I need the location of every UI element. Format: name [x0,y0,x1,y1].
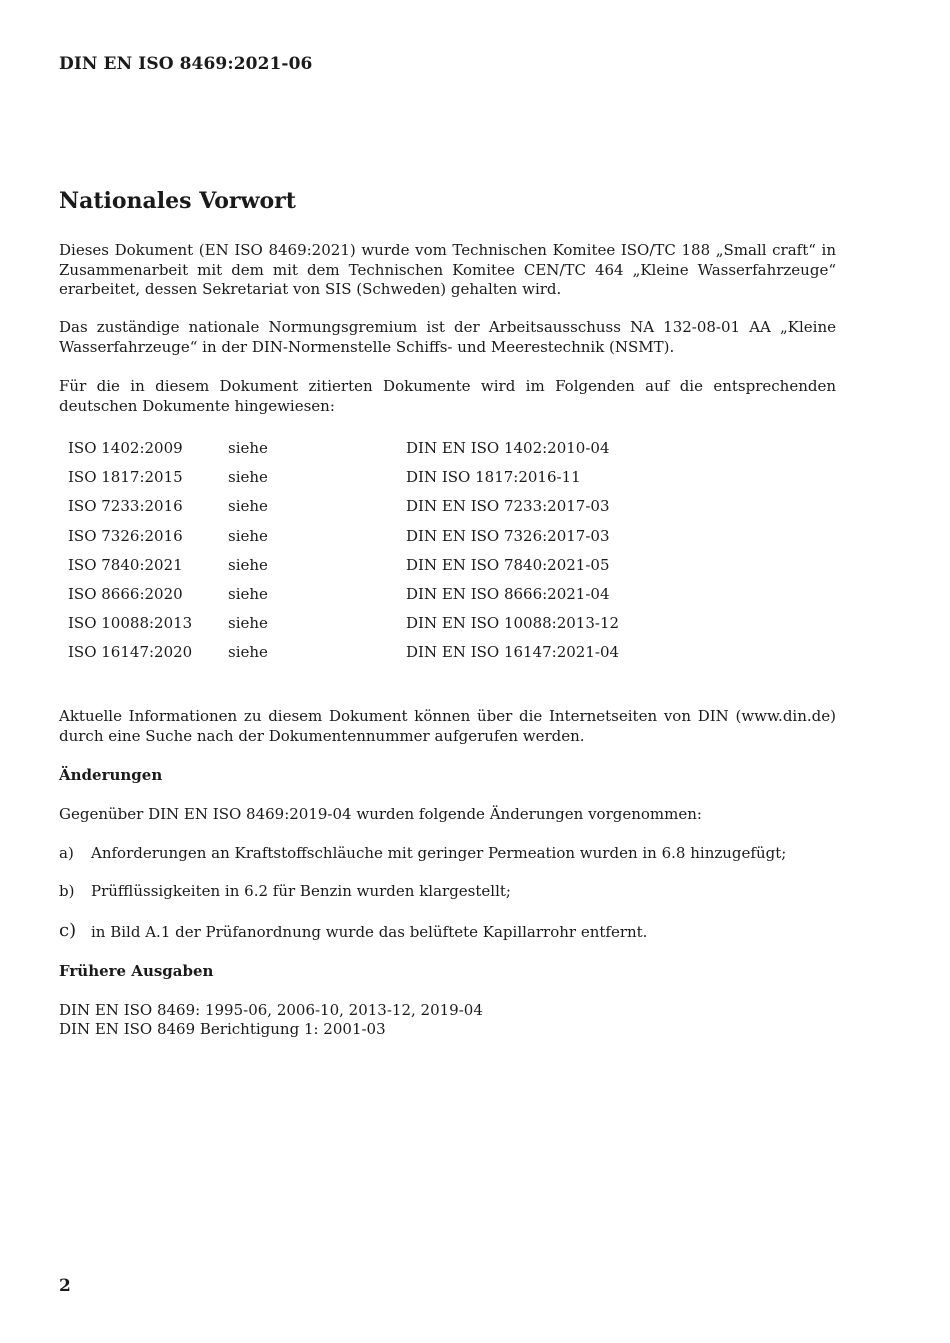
reference-row [68,556,768,585]
din-reference: DIN EN ISO 16147:2021-04 [406,643,620,662]
see-label: siehe [228,526,268,545]
see-label: siehe [228,497,268,516]
see-label: siehe [228,584,268,603]
din-reference: DIN EN ISO 7326:2017-03 [406,526,610,545]
iso-reference: ISO 1402:2009 [68,439,183,457]
iso-reference: ISO 7233:2016 [68,497,183,516]
paragraph-references-intro: Für die in diesem Dokument zitierten Dokumente wird im Folgenden auf die entsprechenden deutschen Dokumente hingewiesen: [59,377,836,415]
din-reference: DIN EN ISO 10088:2013-12 [406,614,620,633]
previous-edition-line: DIN EN ISO 8469: 1995-06, 2006-10, 2013-12, 2019-04 [59,1001,483,1019]
din-reference: DIN EN ISO 1402:2010-04 [406,439,610,457]
paragraph-committee: Das zuständige nationale Normungsgremium ist der Arbeitsausschuss NA 132-08-01 AA „Kleine Wasserfahrzeuge“ in der DIN-Normenstelle Schiffs- und Meerestechnik (NSMT). [59,318,836,356]
paragraph-online-info: Aktuelle Informationen zu diesem Dokument können über die Internetseiten von DIN (www.din.de) durch eine Suche nach der Dokumentennummer aufgerufen werden. [59,707,836,745]
iso-reference: ISO 7326:2016 [68,526,183,545]
reference-row [68,614,768,643]
iso-reference: ISO 7840:2021 [68,555,183,574]
changes-intro: Gegenüber DIN EN ISO 8469:2019-04 wurden folgende Änderungen vorgenommen: [59,805,702,823]
document-header: DIN EN ISO 8469:2021-06 [59,54,313,74]
reference-row [68,527,768,556]
iso-reference: ISO 10088:2013 [68,614,193,633]
changes-heading: Änderungen [59,766,163,784]
see-label: siehe [228,439,268,457]
list-item-text: Prüfflüssigkeiten in 6.2 für Benzin wurden klargestellt; [91,882,511,900]
reference-row [68,468,768,497]
list-marker: c) [59,920,77,941]
list-item-text: Anforderungen an Kraftstoffschläuche mit geringer Permeation wurden in 6.8 hinzugefügt; [91,844,787,862]
din-reference: DIN EN ISO 7233:2017-03 [406,497,610,516]
reference-row [68,497,768,526]
din-reference: DIN EN ISO 7840:2021-05 [406,555,610,574]
din-reference: DIN EN ISO 8666:2021-04 [406,584,610,603]
list-marker: b) [59,882,75,900]
previous-edition-line: DIN EN ISO 8469 Berichtigung 1: 2001-03 [59,1020,386,1038]
paragraph-intro: Dieses Dokument (EN ISO 8469:2021) wurde vom Technischen Komitee ISO/TC 188 „Small craft“ in Zusammenarbeit mit dem mit dem Technischen Komitee CEN/TC 464 „Kleine Wasserfahrzeuge“ erarbeitet, dessen Sekretariat von SIS (Schweden) gehalten wird. [59,241,836,298]
din-reference: DIN ISO 1817:2016-11 [406,468,581,487]
page-title: Nationales Vorwort [59,188,296,214]
previous-editions-heading: Frühere Ausgaben [59,962,214,980]
iso-reference: ISO 16147:2020 [68,643,193,662]
reference-row [68,643,768,672]
reference-row [68,585,768,614]
page-number: 2 [59,1276,71,1296]
reference-table [68,439,768,673]
see-label: siehe [228,468,268,487]
iso-reference: ISO 1817:2015 [68,468,183,487]
reference-row [68,439,768,468]
list-item-text: in Bild A.1 der Prüfanordnung wurde das belüftete Kapillarrohr entfernt. [91,923,648,941]
list-marker: a) [59,844,74,862]
iso-reference: ISO 8666:2020 [68,584,183,603]
see-label: siehe [228,555,268,574]
see-label: siehe [228,643,268,662]
see-label: siehe [228,614,268,633]
